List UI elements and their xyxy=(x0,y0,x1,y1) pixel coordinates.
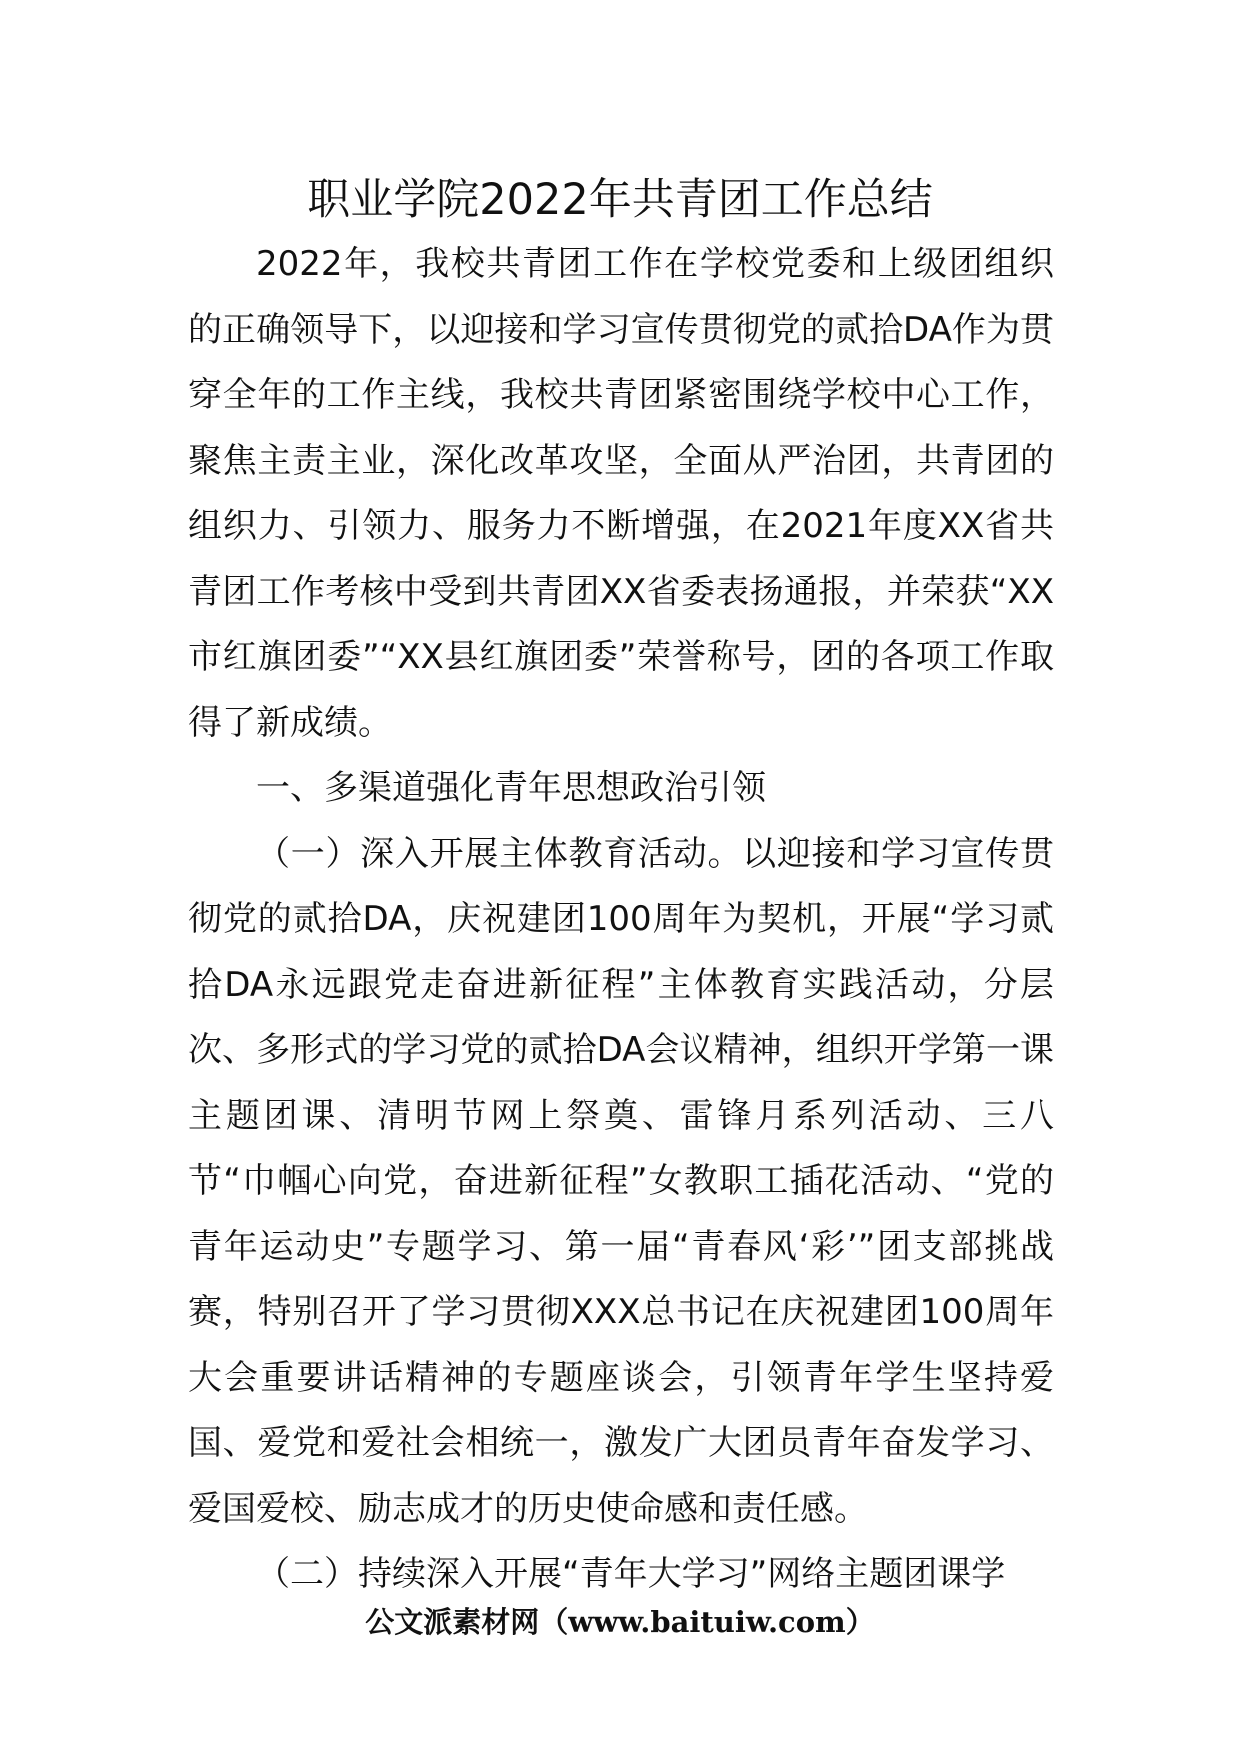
paragraph-intro: 2022年，我校共青团工作在学校党委和上级团组织的正确领导下，以迎接和学习宣传贯彻党的贰拾DA作为贯穿全年的工作主线，我校共青团紧密围绕学校中心工作，聚焦主责主业，深化改革攻坚，全面从严治团，共青团的组织力、引领力、服务力不断增强，在2021年度XX省共青团工作考核中受到共青团XX省委表扬通报，并荣获“XX市红旗团委”“XX县红旗团委”荣誉称号，团的各项工作取得了新成绩。 xyxy=(188,244,1054,743)
watermark-footer: 公文派素材网（www.baituiw.com） xyxy=(365,1605,875,1639)
paragraph-subsection-2: （二）持续深入开展“青年大学习”网络主题团课学 xyxy=(256,1554,1006,1594)
document-body xyxy=(188,232,1054,1608)
section-heading-1: 一、多渠道强化青年思想政治引领 xyxy=(256,768,766,808)
document-title: 职业学院2022年共青团工作总结 xyxy=(307,175,933,225)
paragraph-subsection-1: （一）深入开展主体教育活动。以迎接和学习宣传贯彻党的贰拾DA，庆祝建团100周年为契机，开展“学习贰拾DA永远跟党走奋进新征程”主体教育实践活动，分层次、多形式的学习党的贰拾DA会议精神，组织开学第一课主题团课、清明节网上祭奠、雷锋月系列活动、三八节“巾帼心向党，奋进新征程”女教职工插花活动、“党的青年运动史”专题学习、第一届“青春风‘彩’”团支部挑战赛，特别召开了学习贯彻XXX总书记在庆祝建团100周年大会重要讲话精神的专题座谈会，引领青年学生坚持爱国、爱党和爱社会相统一，激发广大团员青年奋发学习、爱国爱校、励志成才的历史使命感和责任感。 xyxy=(188,833,1054,1529)
